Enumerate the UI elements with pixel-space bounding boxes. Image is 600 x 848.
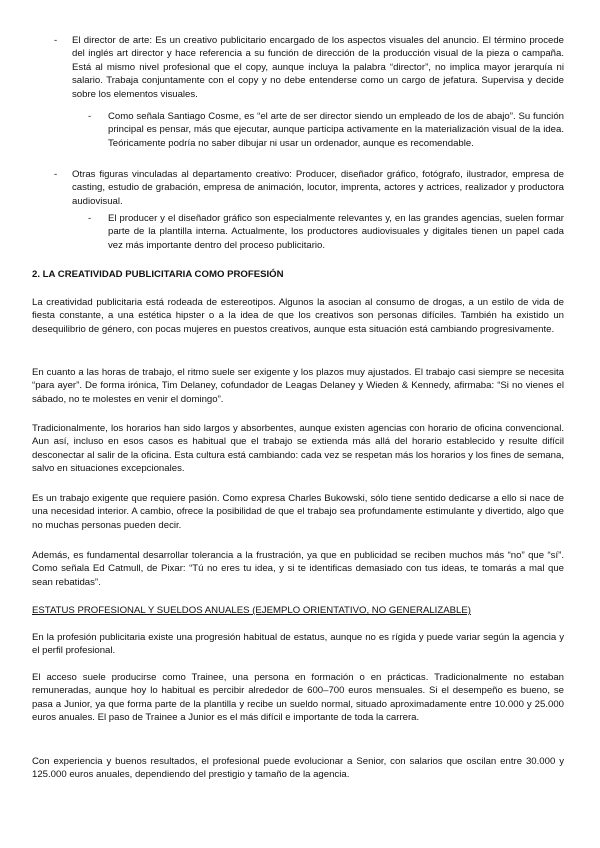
paragraph-pasion: Es un trabajo exigente que requiere pasión. Como expresa Charles Bukowski, sólo tiene sentido dedicarse a ello si nace de una necesidad interior. A cambio, ofrece la posibilidad de que el trabajo sea profundamente estimulante y divertido, algo que no muchas personas pueden decir.: [32, 493, 564, 531]
paragraph-frustracion: Además, es fundamental desarrollar tolerancia a la frustración, ya que en publicidad se reciben muchos más “no” que “sí”. Como señala Ed Catmull, de Pixar: “Tú no eres tu idea, y si te identificas demasiado con tus ideas, te tomarás a mal que sean rebatidas”.: [32, 550, 564, 588]
paragraph-trainee-junior: El acceso suele producirse como Trainee, una persona en formación o en prácticas. Tradicionalmente no estaban remuneradas, aunque hoy lo habitual es percibir alrededor de 600–700 euros mensuales. Si el desempeño es bueno, se pasa a Junior, ya que forma parte de la plantilla y recibe un sueldo normal, situado aproximadamente entre 10.000 y 25.000 euros anuales. El paso de Trainee a Junior es el más difícil e importante de toda la carrera.: [32, 672, 564, 724]
subbullet-text: El producer y el diseñador gráfico son especialmente relevantes y, en las grandes agencias, suelen formar parte de la plantilla interna. Actualmente, los productores audiovisuales y digitales tienen un papel cada vez más importante dentro del proceso publicitario.: [108, 213, 564, 251]
paragraph-horarios: Tradicionalmente, los horarios han sido largos y absorbentes, aunque existen agencias con horario de oficina convencional. Aun así, incluso en esos casos es habitual que el trabajo se extienda más allá del horario establecido y resulte difícil desconectar al salir de la oficina. Esta cultura está cambiando: cada vez se respetan más los horarios y los fines de semana, salvo en situaciones excepcionales.: [32, 423, 564, 475]
paragraph-progresion: En la profesión publicitaria existe una progresión habitual de estatus, aunque no es rígida y puede variar según la agencia y el perfil profesional.: [32, 632, 564, 657]
bullet-dash: -: [54, 169, 58, 180]
paragraph-senior: Con experiencia y buenos resultados, el profesional puede evolucionar a Senior, con salarios que oscilan entre 30.000 y 125.000 euros anuales, dependiendo del prestigio y tamaño de la agencia.: [32, 756, 564, 781]
subheading-estatus: ESTATUS PROFESIONAL Y SUELDOS ANUALES (EJEMPLO ORIENTATIVO, NO GENERALIZABLE): [32, 605, 471, 616]
subbullet-text: Como señala Santiago Cosme, es “el arte de ser director siendo un empleado de los de abajo”. Su función principal es pensar, más que ejecutar, aunque participa activamente en la materialización visual de la idea. Teóricamente podría no saber dibujar ni usar un ordenador, aunque es recomendable.: [108, 111, 564, 149]
subbullet-dash: -: [88, 111, 92, 122]
paragraph-estereotipos: La creatividad publicitaria está rodeada de estereotipos. Algunos la asocian al consumo de drogas, a un estilo de vida de fiesta constante, a una estética hipster o a la idea de que los creativos son personas difíciles. También ha existido un desequilibrio de género, con pocas mujeres en puestos creativos, aunque esta situación está cambiando progresivamente.: [32, 297, 564, 335]
bullet-text: Otras figuras vinculadas al departamento creativo: Producer, diseñador gráfico, fotógrafo, ilustrador, empresa de casting, estudio de grabación, empresa de animación, locutor, imprenta, actores y actrices, realizador y productora audiovisual.: [72, 169, 564, 207]
subbullet-dash: -: [88, 213, 92, 224]
bullet-dash: -: [54, 35, 58, 46]
paragraph-horas-trabajo: En cuanto a las horas de trabajo, el ritmo suele ser exigente y los plazos muy ajustados. El trabajo casi siempre se necesita “para ayer”. De forma irónica, Tim Delaney, cofundador de Leagas Delaney y Wieden & Kennedy, afirmaba: “Si no vienes el sábado, no te molestes en venir el domingo”.: [32, 367, 564, 405]
bullet-text: El director de arte: Es un creativo publicitario encargado de los aspectos visuales del anuncio. El término procede del inglés art director y hace referencia a su función de dirección de la producción visual de la pieza o campaña. Está al mismo nivel profesional que el copy, aunque incluya la palabra “director”, no implica mayor jerarquía ni salario. Trabaja conjuntamente con el copy y no debe entenderse como un cargo de jefatura. Supervisa y decide sobre los elementos visuales.: [72, 35, 564, 100]
section-heading: 2. LA CREATIVIDAD PUBLICITARIA COMO PROFESIÓN: [32, 269, 284, 280]
